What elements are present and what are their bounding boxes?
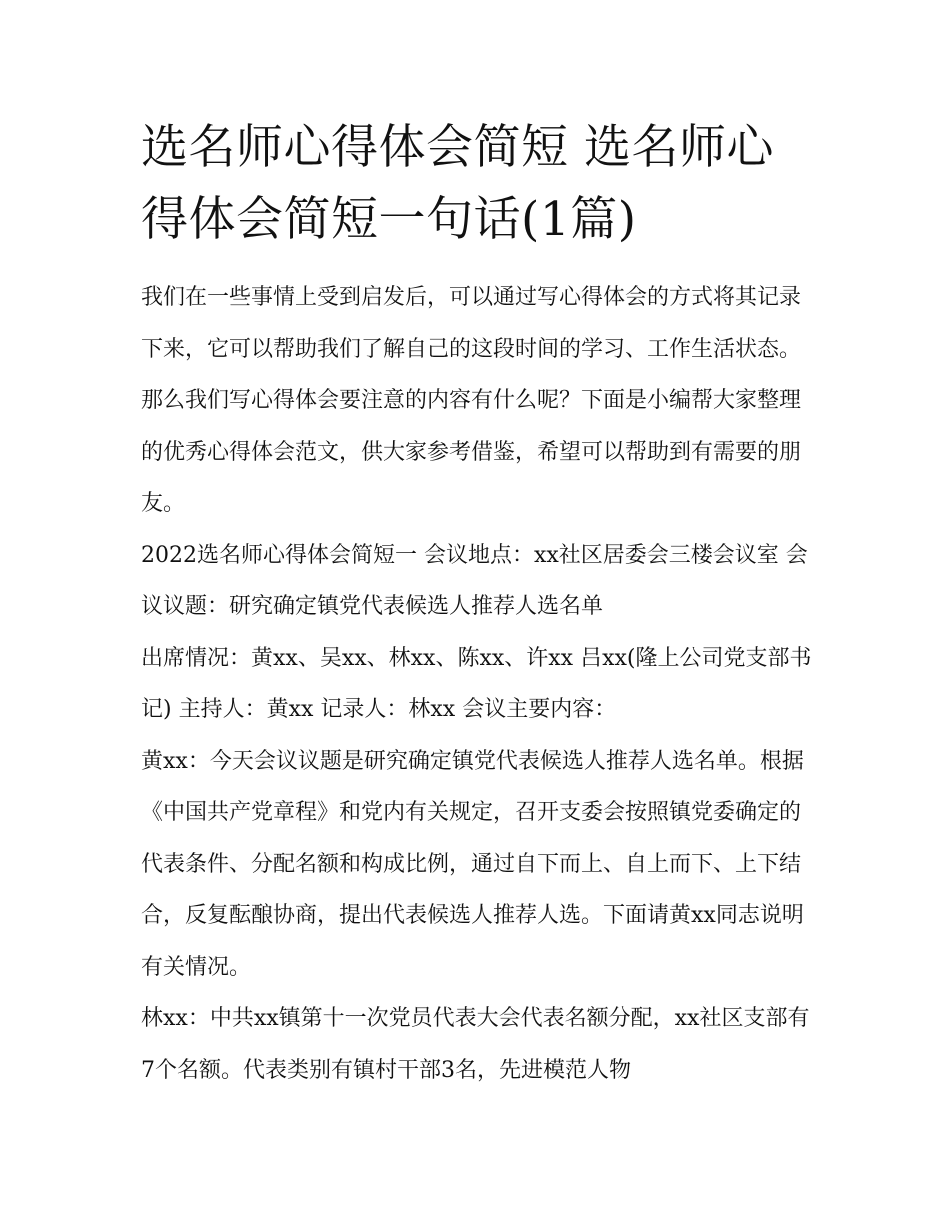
paragraph-intro: 我们在一些事情上受到启发后，可以通过写心得体会的方式将其记录下来，它可以帮助我们了解自己的这段时间的学习、工作生活状态。那么我们写心得体会要注意的内容有什么呢？下面是小编帮大家整理的优秀心得体会范文，供大家参考借鉴，希望可以帮助到有需要的朋友。 bbox=[141, 285, 802, 516]
document-title: 选名师心得体会简短 选名师心得体会简短一句话(1篇) bbox=[141, 120, 774, 247]
document-body bbox=[141, 272, 821, 1096]
paragraph-meeting-info: 2022选名师心得体会简短一 会议地点：xx社区居委会三楼会议室 会议议题：研究确定镇党代表候选人推荐人选名单 bbox=[141, 542, 808, 619]
paragraph-lin-statement: 林xx：中共xx镇第十一次党员代表大会代表名额分配，xx社区支部有7个名额。代表类别有镇村干部3名，先进模范人物 bbox=[141, 1006, 810, 1083]
document-page bbox=[141, 112, 821, 1096]
paragraph-attendance: 出席情况：黄xx、吴xx、林xx、陈xx、许xx 吕xx(隆上公司党支部书记) 主持人：黄xx 记录人：林xx 会议主要内容： bbox=[141, 645, 812, 722]
paragraph-huang-statement: 黄xx：今天会议议题是研究确定镇党代表候选人推荐人选名单。根据《中国共产党章程》和党内有关规定，召开支委会按照镇党委确定的代表条件、分配名额和构成比例，通过自下而上、自上而下、上下结合，反复酝酿协商，提出代表候选人推荐人选。下面请黄xx同志说明有关情况。 bbox=[141, 748, 804, 980]
